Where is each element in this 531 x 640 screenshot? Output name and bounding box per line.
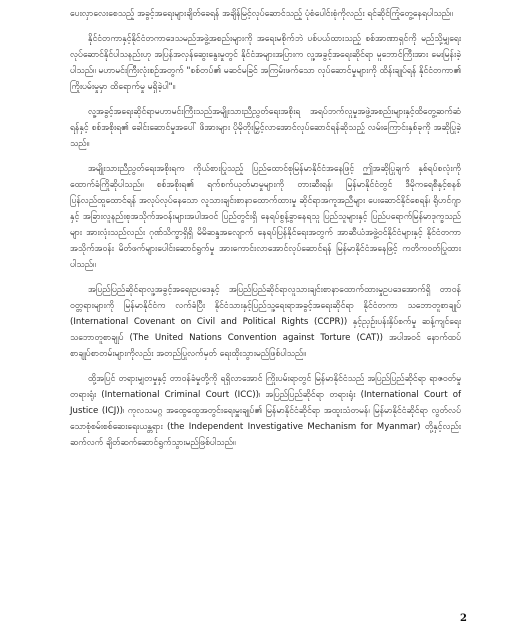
paragraph-2: နိုင်ငံတကာနှင့်နိုင်ငံတကာဒေသမည်အဖွဲ့အစည်းများကို အရေးမစိုက်ဘဲ ပစ်ပယ်ထားသည့် စစ်အာဏာရှင်ကို မည်သို့မျှရေး လုပ်ဆောင်နိုင်ပါသနည်းဟု အပြန်အလှန်ဆွေးနွေးမှုတွင် နိုင်ငံအများအပြားက လူ့အခွင့်အရေးဆိုင်ရာ မူဘောင်ကြီးအား မေးမြန်းခဲ့ပါသည်။ မဟာမင်းကြီးလုံးစဉ်အတွက် "စစ်တပ်၏ မဆင်မခြင် အကြမ်းဖက်သော လုပ်ဆောင်မှုများကို ထိန်းချုပ်ရန် နိုင်ငံတကာ၏ ကြိုးပမ်းမှုမှာ ထိရောက်မှု မရှိခဲ့ပါ"။ xyxy=(70,34,461,92)
paragraph-3: လူ့အခွင့်အရေးဆိုင်ရာမဟာမင်းကြီးသည်အမျိုးသားညီညွတ်ရေးအစိုးရ အရပ်ဘက်လူမှုအဖွဲ့အစည်းများနှင့်ထိတွေ့ဆက်ဆံရန်နှင့် စစ်အစိုးရ၏ ခေါင်းဆောင်မှုအပေါ် ဖိအားများ ပိုမိုတိုးမြှင့်လာအောင်လုပ်ဆောင်ရန်ဆိုသည့် လမ်းကြောင်းနှစ်ခုကို အဆိုပြုခဲ့သည်။ xyxy=(70,107,461,149)
paragraph-5: အပြည်ပြည်ဆိုင်ရာလူ့အခွင့်အရေးဥပဒေနှင့် အပြည်ပြည်ဆိုင်ရာလူသားချင်းစာနာထောက်ထားမှုဥပဒေအောက်ရှိ တာဝန်ဝတ္တရားများကို မြန်မာနိုင်ငံက လက်ခံပြီး နိုင်ငံသားနှင့်ပြည်သူ့ရေးရာအခွင့်အရေးဆိုင်ရာ နိုင်ငံတကာ သဘောတူစာချုပ် (International Covenant on Civil and Political Rights (CCPR)) နှင့်ညှဉ်းပန်းနှိပ်စက်မှု ဆန့်ကျင်ရေးသဘောတူစာချုပ် (The United Nations Convention against Torture (CAT)) အပါအဝင် နောက်ထပ်စာချုပ်စာတမ်းများကိုလည်း အတည်ပြုလက်မှတ် ရေးထိုးသွားမည်ဖြစ်ပါသည်။ xyxy=(70,285,461,359)
paragraph-6: ထို့အပြင် တရားမျှတမှုနှင့် တာဝန်ခံမှုတို့ကို ရရှိလာအောင် ကြိုးပမ်းရာတွင် မြန်မာနိုင်ငံသည် အပြည်ပြည်ဆိုင်ရာ ရာဇဝတ်မှုတရားရုံး (International Criminal Court (ICC))၊ အပြည်ပြည်ဆိုင်ရာ တရားရုံး (International Court of Justice (ICJ))၊ ကုလသမဂ္ဂ အထွေထွေအတွင်းရေးမှူးချုပ်၏ မြန်မာနိုင်ငံဆိုင်ရာ အထူးသံတမန်၊ မြန်မာနိုင်ငံဆိုင်ရာ လွတ်လပ်သောစုံစမ်းစစ်ဆေးရေးယန္တရား (the Independent Investigative Mechanism for Myanmar) တို့နှင့်လည်း ဆက်လက် ချိတ်ဆက်ဆောင်ရွက်သွားမည်ဖြစ်ပါသည်။ xyxy=(70,374,461,448)
paragraph-1: ပေးလှာလေးစေသည့် အခွင့်အရေးများချိတ်ခေရန် အချိန်မြင့်လုပ်ဆောင်သည့် ပုံစံပေါင်းစုံကိုလည်း ရင်ဆိုင်ကြုံတွေ့နေရပါသည်။ xyxy=(70,9,453,19)
page-number: 2 xyxy=(460,613,467,624)
paragraph-4: အမျိုးသားညီညွတ်ရေးအစိုးရက ကိုယ်စားပြုသည့် ပြည်ထောင်စုမြန်မာနိုင်ငံအနေဖြင့် ဤအဆိုပြုချက် နှစ်ရပ်စလုံးကို ထောက်ခံကြိုဆိုပါသည်။ စစ်အစိုးရ၏ ရက်စက်ယုတ်မာမှုများကို တားဆီးရန်၊ မြန်မာနိုင်ငံတွင် ဒီမိုကရေစီနှင့်စနစ်ပြန်လည်ထူထောင်ရန် အလုပ်လုပ်နေသော လူသားချင်းစာနာထောက်ထားမှု ဆိုင်ရာအကူအညီများ ပေးဆောင်နိုင်စေရန်၊ ရိုဟင်ဂျာနှင့် အခြားလူနည်းစုအသိုက်အဝန်းများအပါအဝင် ပြည်တွင်းရှိ နေရပ်စွန့်ခွာနေရသူ ပြည်သူများနှင့် ပြည်ပရောက်မြန်မာဒုက္ခသည်များ အားလုံးသည်လည်း ဂုဏ်သိက္ခာရှိရှိ မိမိဆန္ဒအလျောက် နေရပ်ပြန်နိုင်ရေးအတွက် အာဆီယံအဖွဲ့ဝင်နိုင်ငံများနှင့် နိုင်ငံတကာအသိုက်အဝန်း မိတ်ဖက်များပေါင်းဆောင်ရွက်မှု အားကောင်းလာအောင်လုပ်ဆောင်ရန် မြန်မာနိုင်ငံအနေဖြင့် ကတိကဝတ်ပြုထားပါသည်။ xyxy=(70,164,461,270)
